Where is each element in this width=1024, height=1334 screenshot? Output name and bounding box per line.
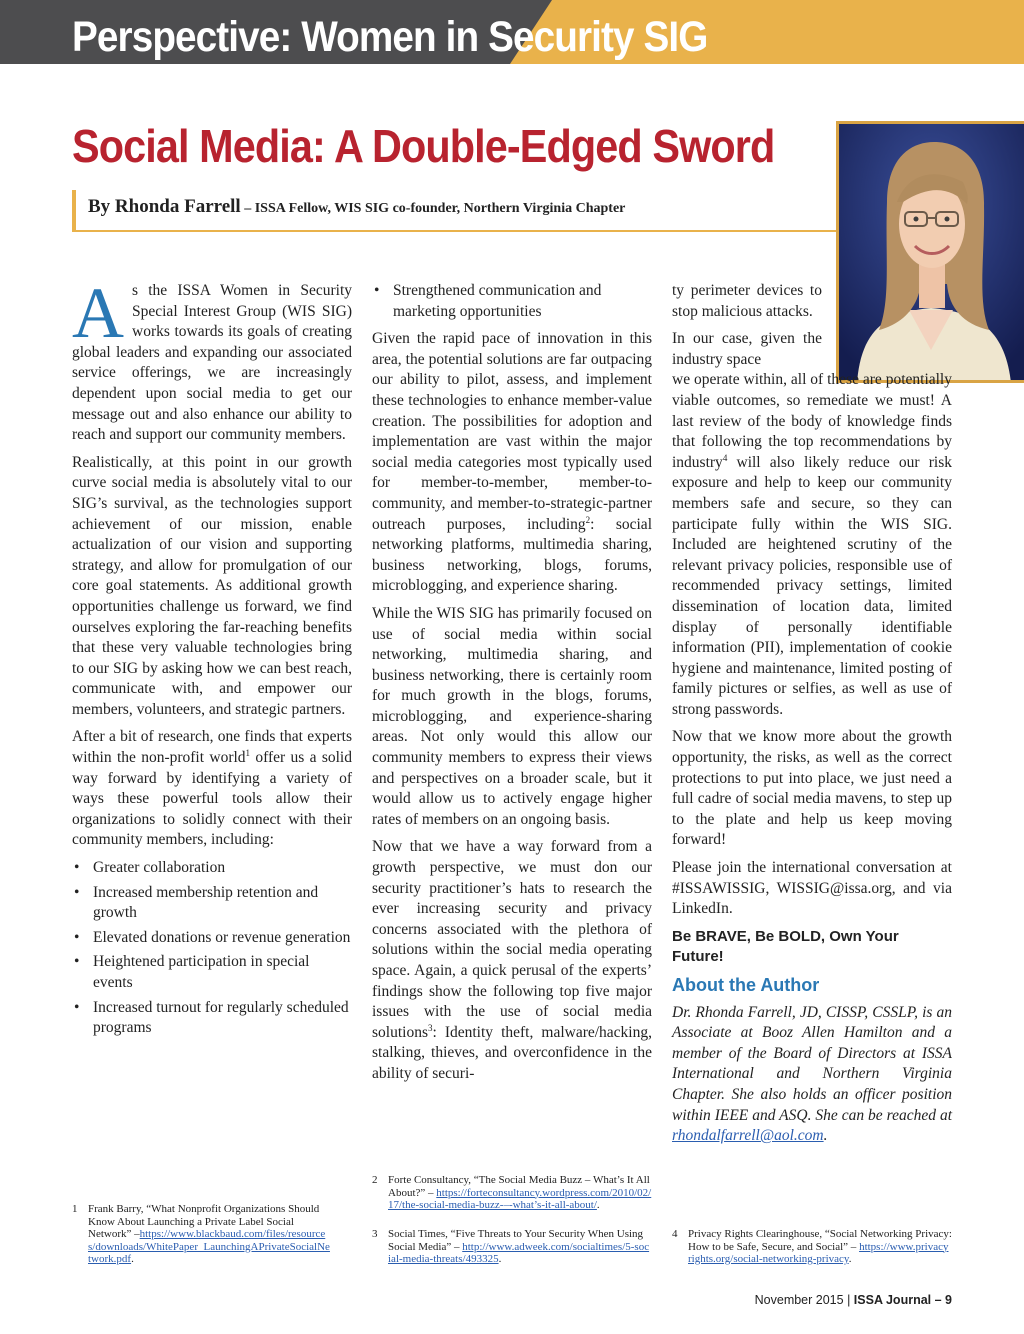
footnote-link[interactable]: https://www.privacyrights.org/social-networking-privacy <box>688 1240 949 1265</box>
list-item: • Increased turnout for regularly scheduled programs <box>72 998 352 1039</box>
paragraph: Realistically, at this point in our growth curve social media is absolutely vital to our SIG’s survival, as the technologies support achievement of our mission, enable actualization of our vision and supporting strategy, and allow for promulgation of our core goal statements. As additional growth opportunities challenge us forward, we find ourselves exploring the far-reaching benefits that these very valuable technologies bring to our SIG by asking how we can best reach, communicate with, and empower our members, volunteers, and strategic partners. <box>72 453 352 718</box>
paragraph-text: Given the rapid pace of innovation in this area, the potential solutions are far outpacing our ability to pilot, assess, and implement these technologies to enhance member-value creation. The possibilities for adoption and implementation are vast within the major social media categories most typically used for member-to-member, member-to-community, and member-to-strategic-partner outreach purposes, including <box>372 330 652 533</box>
byline-affiliation: ISSA Fellow, WIS SIG co-founder, Northern Virginia Chapter <box>254 201 626 216</box>
paragraph: Now that we know more about the growth opportunity, the risks, as well as the correct protections to put into place, we just need a full cadre of social media mavens, to step up to the plate and help us keep moving forward! <box>672 728 952 849</box>
footnote-1 <box>72 1203 332 1266</box>
folio-journal: ISSA Journal <box>853 1293 932 1307</box>
footnote-end: . <box>596 1199 600 1211</box>
footnote-number: 1 <box>72 1203 78 1215</box>
paragraph-text: Now that we have a way forward from a growth perspective, we must don our security practitioner’s hats to research the ever increasing security and privacy concerns associated with the plethora of solutions within the social media operating space. Again, a quick perusal of the experts’ findings show the following top five major issues with the use of social media solutions <box>372 838 652 1041</box>
footnote-ref-3: 3 <box>427 1022 433 1033</box>
section-title: Perspective: Women in Security SIG <box>72 13 708 61</box>
about-author-text <box>672 1003 952 1147</box>
paragraph-text: After a bit of research, one finds that experts within the non-profit world <box>72 728 352 767</box>
byline <box>88 196 625 218</box>
page-folio <box>755 1293 952 1307</box>
paragraph <box>672 329 952 720</box>
list-item: • Heightened participation in special events <box>72 952 352 993</box>
footnote-link[interactable]: https://www.blackbaud.com/files/resources/downloads/WhitePaper_LaunchingAPrivateSocialNetwork.pdf <box>88 1228 330 1265</box>
author-email-link[interactable]: rhondalfarrell@aol.com <box>672 1127 824 1145</box>
list-item: • Elevated donations or revenue generation <box>72 928 352 949</box>
paragraph <box>372 837 652 1084</box>
list-item: • Greater collaboration <box>72 858 352 879</box>
byline-rule <box>72 230 836 232</box>
footnote-ref-2: 2 <box>585 514 591 525</box>
column-3 <box>672 281 952 1154</box>
footnote-text: Privacy Rights Clearinghouse, “Social Networking Privacy: How to be Safe, Secure, and Social” – <box>688 1228 952 1253</box>
footnote-ref-1: 1 <box>245 747 251 758</box>
about-author-heading: About the Author <box>672 975 820 995</box>
paragraph-text: In our case, given the industry space <box>672 330 822 368</box>
folio-date: November 2015 <box>754 1293 844 1307</box>
footnote-end: . <box>131 1253 134 1265</box>
footnote-number: 3 <box>372 1228 378 1240</box>
footnote-number: 2 <box>372 1174 378 1186</box>
footnote-text: Frank Barry, “What Nonprofit Organizations Should Know About Launching a Private Label Social Network” – <box>88 1203 320 1240</box>
footnote-number: 4 <box>672 1228 678 1240</box>
footnote-2 <box>372 1174 652 1212</box>
paragraph-text: we operate within, all of these are potentially viable outcomes, so remediate we must! A last review of the body of knowledge finds that following the top recommendations by industry <box>672 371 952 471</box>
paragraph-text: s the ISSA Women in Security Special Interest Group (WIS SIG) works towards its goals of creating global leaders and expanding our associated service offerings, we are increasingly dependent upon social media to get our message out and also enhance our ability to reach and support our community members. <box>72 282 352 444</box>
benefits-list-continued <box>372 281 652 322</box>
footnote-4 <box>672 1228 952 1266</box>
folio-page-number: – 9 <box>931 1293 952 1307</box>
about-end: . <box>823 1127 828 1145</box>
list-item: • Strengthened communication and marketing opportunities <box>372 281 652 322</box>
paragraph-text: : social networking platforms, multimedia sharing, business networking, blogs, forums, microblogging, and experience sharing. <box>372 515 652 595</box>
footnote-link[interactable]: http://www.adweek.com/socialtimes/5-social-media-threats/493325 <box>388 1240 650 1265</box>
footnote-end: . <box>848 1253 852 1265</box>
paragraph: Please join the international conversation at #ISSAWISSIG, WISSIG@issa.org, and via LinkedIn. <box>672 859 952 918</box>
tagline: Be BRAVE, Be BOLD, Own Your Future! <box>672 927 899 966</box>
drop-cap: A <box>72 273 124 353</box>
paragraph <box>72 727 352 851</box>
byline-dash: – <box>240 201 255 216</box>
section-banner <box>0 0 1024 64</box>
about-text: Dr. Rhonda Farrell, JD, CISSP, CSSLP, is an Associate at Booz Allen Hamilton and a member of the Board of Directors at ISSA International and Northern Virginia Chapter. She also holds an officer position within IEEE and ASQ. She can be reached at <box>672 1003 952 1124</box>
footnote-ref-4: 4 <box>722 452 728 463</box>
byline-accent-bar <box>72 190 76 230</box>
benefits-list <box>72 858 352 1039</box>
paragraph <box>72 273 352 446</box>
paragraph-text: : Identity theft, malware/hacking, stalking, thieves, and overconfidence in the ability of securi- <box>372 1023 652 1082</box>
footnote-text: Social Times, “Five Threats to Your Security When Using Social Media” – <box>388 1228 644 1253</box>
folio-separator: | <box>843 1293 854 1307</box>
footnote-text: Forte Consultancy, “The Social Media Buzz – What’s It All About?” – <box>388 1174 650 1199</box>
paragraph: ty perimeter devices to stop malicious attacks. <box>672 282 822 320</box>
column-2 <box>372 281 652 1092</box>
footnote-3 <box>372 1228 652 1266</box>
paragraph-text: offer us a solid way forward by identifying a variety of ways these powerful tools allow their organizations to solidly connect with their community members, including: <box>72 749 352 849</box>
footnote-end: . <box>498 1253 502 1265</box>
byline-author: By Rhonda Farrell <box>88 196 241 217</box>
paragraph-text: will also likely reduce our risk exposure and help to keep our community members safe and secure, so they can participate fully within the WIS SIG. Included are heightened scrutiny of the relevant privacy policies, responsible use of recommended privacy settings, limited dissemination of location data, limited display of personally identifiable information (PII), implementation of cookie hygiene and maintenance, limited posting of family pictures or selfies, as well as use of strong passwords. <box>672 453 952 718</box>
list-item: • Increased membership retention and growth <box>72 883 352 924</box>
article-headline: Social Media: A Double-Edged Sword <box>72 120 775 172</box>
paragraph: While the WIS SIG has primarily focused on use of social media within social networking, multimedia sharing, and business networking, there is certainly room for much growth in the blogs, forums, microblogging, and experience-sharing areas. Not only would this allow our community members to express their views and perspectives on a broader scale, but it would allow us to actively engage higher rates of members on an ongoing basis. <box>372 604 652 828</box>
paragraph <box>372 329 652 597</box>
footnote-link[interactable]: https://forteconsultancy.wordpress.com/2010/02/17/the-social-media-buzz-–-what’s-it-all-about/ <box>388 1186 652 1211</box>
column-1 <box>72 273 352 1046</box>
